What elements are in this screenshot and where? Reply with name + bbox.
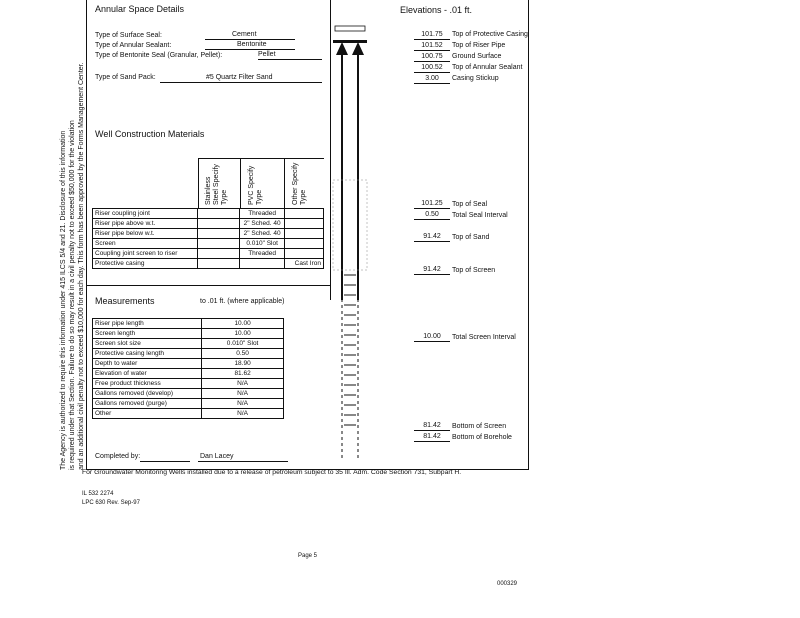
measurements-top-border <box>86 285 330 286</box>
underline <box>414 341 450 342</box>
frame-right-border <box>528 0 529 470</box>
side-notice-line1: The Agency is authorized to require this information under 415 ILCS 5/4 and 21. Disclosure of this information <box>60 130 67 470</box>
pvc-cell: 0.010" Slot <box>240 239 285 249</box>
underline <box>205 39 295 40</box>
table-row <box>93 249 324 259</box>
table-row <box>93 219 324 229</box>
row-label: Riser pipe above w.t. <box>93 219 198 229</box>
underline <box>140 461 190 462</box>
side-notice-line2: is required under that Section. Failure to do so may result in a civil penalty not to exceed $50,000 for the violation <box>69 120 76 470</box>
elev-value-seal-interval: 0.50 <box>425 211 439 218</box>
other-cell <box>285 209 324 219</box>
table-row <box>93 409 284 419</box>
form-code-1: IL 532 2274 <box>82 491 114 497</box>
other-cell <box>285 249 324 259</box>
meas-value: N/A <box>202 409 284 419</box>
ground-surface-marker <box>333 40 367 43</box>
meas-label: Protective casing length <box>93 349 202 359</box>
elev-value-top-of-seal: 101.25 <box>421 200 443 207</box>
protective-casing-cap <box>335 26 365 31</box>
elev-value-top-of-sand: 91.42 <box>423 233 441 240</box>
annular-label-annular-sealant: Type of Annular Sealant: <box>95 42 172 49</box>
meas-label: Gallons removed (purge) <box>93 399 202 409</box>
meas-value: 0.50 <box>202 349 284 359</box>
construction-table <box>92 208 324 269</box>
side-notice-line3: and an additional civil penalty not to exceed $10,000 for each day. This form has been approved by the Forms Management Center. <box>78 62 85 470</box>
underline <box>205 49 295 50</box>
elev-label-ground-surface: Ground Surface <box>452 53 502 60</box>
meas-value: 81.62 <box>202 369 284 379</box>
table-row <box>93 369 284 379</box>
elev-label-top-of-sand: Top of Sand <box>452 234 490 241</box>
col-header-pvc: PVC Specify Type <box>248 165 263 205</box>
arrow-up-left <box>336 42 348 55</box>
pvc-cell <box>240 259 285 269</box>
table-row <box>93 209 324 219</box>
underline <box>198 461 288 462</box>
elevations-title: Elevations - .01 ft. <box>400 5 473 15</box>
meas-label: Depth to water <box>93 359 202 369</box>
elev-label-top-of-screen: Top of Screen <box>452 267 496 274</box>
elev-label-casing-stickup: Casing Stickup <box>452 75 499 82</box>
elev-value-riser-pipe: 101.52 <box>421 42 443 49</box>
completed-by-value: Dan Lacey <box>200 453 234 460</box>
underline <box>414 274 450 275</box>
elev-label-annular-sealant: Top of Annular Sealant <box>452 64 523 71</box>
table-row <box>93 349 284 359</box>
elev-label-bottom-of-screen: Bottom of Screen <box>452 423 507 430</box>
elev-value-protective-casing: 101.75 <box>421 31 443 38</box>
stainless-cell <box>197 249 239 259</box>
meas-label: Screen slot size <box>93 339 202 349</box>
stainless-cell <box>197 239 239 249</box>
table-row <box>93 229 324 239</box>
meas-value: N/A <box>202 399 284 409</box>
frame-left-border <box>86 0 87 470</box>
underline <box>414 441 450 442</box>
form-code-2: LPC 630 Rev. Sep-97 <box>82 500 140 506</box>
header-top-border <box>198 158 324 159</box>
row-label: Protective casing <box>93 259 198 269</box>
underline <box>160 82 322 83</box>
elev-value-bottom-of-screen: 81.42 <box>423 422 441 429</box>
footnote: For Groundwater Monitoring Wells installed due to a release of petroleum subject to 35 Ill. Adm. Code Section 731, Subpart H. <box>82 469 462 476</box>
table-row <box>93 379 284 389</box>
pvc-cell: Threaded <box>240 249 285 259</box>
col-divider <box>240 158 241 208</box>
row-label: Riser coupling joint <box>93 209 198 219</box>
elev-label-top-of-seal: Top of Seal <box>452 201 488 208</box>
elev-value-screen-interval: 10.00 <box>423 333 441 340</box>
elev-value-casing-stickup: 3.00 <box>425 75 439 82</box>
pvc-cell: 2" Sched. 40 <box>240 229 285 239</box>
table-row <box>93 359 284 369</box>
construction-title: Well Construction Materials <box>95 129 205 139</box>
meas-label: Other <box>93 409 202 419</box>
elev-label-screen-interval: Total Screen Interval <box>452 334 516 341</box>
stainless-cell <box>197 209 239 219</box>
document-number: 000329 <box>497 581 518 587</box>
table-row <box>93 389 284 399</box>
screen-slots <box>344 275 356 425</box>
other-cell <box>285 229 324 239</box>
elev-label-protective-casing: Top of Protective Casing <box>452 31 528 38</box>
underline <box>258 59 322 60</box>
other-cell <box>285 219 324 229</box>
elev-label-seal-interval: Total Seal Interval <box>452 212 508 219</box>
pvc-cell: Threaded <box>240 209 285 219</box>
other-cell <box>285 239 324 249</box>
row-label: Screen <box>93 239 198 249</box>
pvc-cell: 2" Sched. 40 <box>240 219 285 229</box>
measurements-note: to .01 ft. (where applicable) <box>200 298 285 305</box>
seal-zone <box>333 180 367 270</box>
annular-label-sand-pack: Type of Sand Pack: <box>95 74 156 81</box>
col-header-stainless: Stainless Steel Specify Type <box>205 164 228 205</box>
table-row <box>93 259 324 269</box>
meas-label: Riser pipe length <box>93 319 202 329</box>
annular-title: Annular Space Details <box>95 4 185 14</box>
meas-label: Screen length <box>93 329 202 339</box>
col-divider <box>198 158 199 208</box>
page-number: Page 5 <box>298 553 318 559</box>
stainless-cell <box>197 259 239 269</box>
elev-label-bottom-of-borehole: Bottom of Borehole <box>452 434 512 441</box>
annular-value-sand-pack: #5 Quartz Filter Sand <box>206 74 273 81</box>
annular-value-surface-seal: Cement <box>232 31 257 38</box>
col-divider <box>284 158 285 208</box>
table-row <box>93 339 284 349</box>
meas-value: N/A <box>202 389 284 399</box>
underline <box>414 241 450 242</box>
meas-label: Gallons removed (develop) <box>93 389 202 399</box>
elev-value-top-of-screen: 91.42 <box>423 266 441 273</box>
underline <box>414 50 450 51</box>
meas-value: 10.00 <box>202 329 284 339</box>
underline <box>414 72 450 73</box>
arrow-up-right <box>352 42 364 55</box>
measurements-table <box>92 318 284 419</box>
row-label: Riser pipe below w.t. <box>93 229 198 239</box>
table-row <box>93 329 284 339</box>
underline <box>414 208 450 209</box>
underline <box>414 83 450 84</box>
underline <box>414 39 450 40</box>
col-header-other: Other Specify Type <box>292 162 307 205</box>
stainless-cell <box>197 219 239 229</box>
completed-by-label: Completed by: <box>95 453 141 460</box>
elev-label-riser-pipe: Top of Riser Pipe <box>452 42 506 49</box>
underline <box>414 61 450 62</box>
annular-value-annular-sealant: Bentonite <box>237 41 267 48</box>
meas-label: Free product thickness <box>93 379 202 389</box>
table-row <box>93 239 324 249</box>
table-row <box>93 319 284 329</box>
elev-value-ground-surface: 100.75 <box>421 53 443 60</box>
measurements-title: Measurements <box>95 296 155 306</box>
other-cell: Cast Iron <box>285 259 324 269</box>
elev-value-bottom-of-borehole: 81.42 <box>423 433 441 440</box>
meas-value: 10.00 <box>202 319 284 329</box>
underline <box>414 430 450 431</box>
annular-label-surface-seal: Type of Surface Seal: <box>95 32 162 39</box>
meas-value: N/A <box>202 379 284 389</box>
elev-value-annular-sealant: 100.52 <box>421 64 443 71</box>
table-row <box>93 399 284 409</box>
annular-value-bentonite-seal: Pellet <box>258 51 276 58</box>
well-diagram <box>330 20 380 470</box>
stainless-cell <box>197 229 239 239</box>
meas-label: Elevation of water <box>93 369 202 379</box>
underline <box>414 219 450 220</box>
meas-value: 18.90 <box>202 359 284 369</box>
row-label: Coupling joint screen to riser <box>93 249 198 259</box>
meas-value: 0.010" Slot <box>202 339 284 349</box>
annular-label-bentonite-seal: Type of Bentonite Seal (Granular, Pellet): <box>95 52 223 59</box>
